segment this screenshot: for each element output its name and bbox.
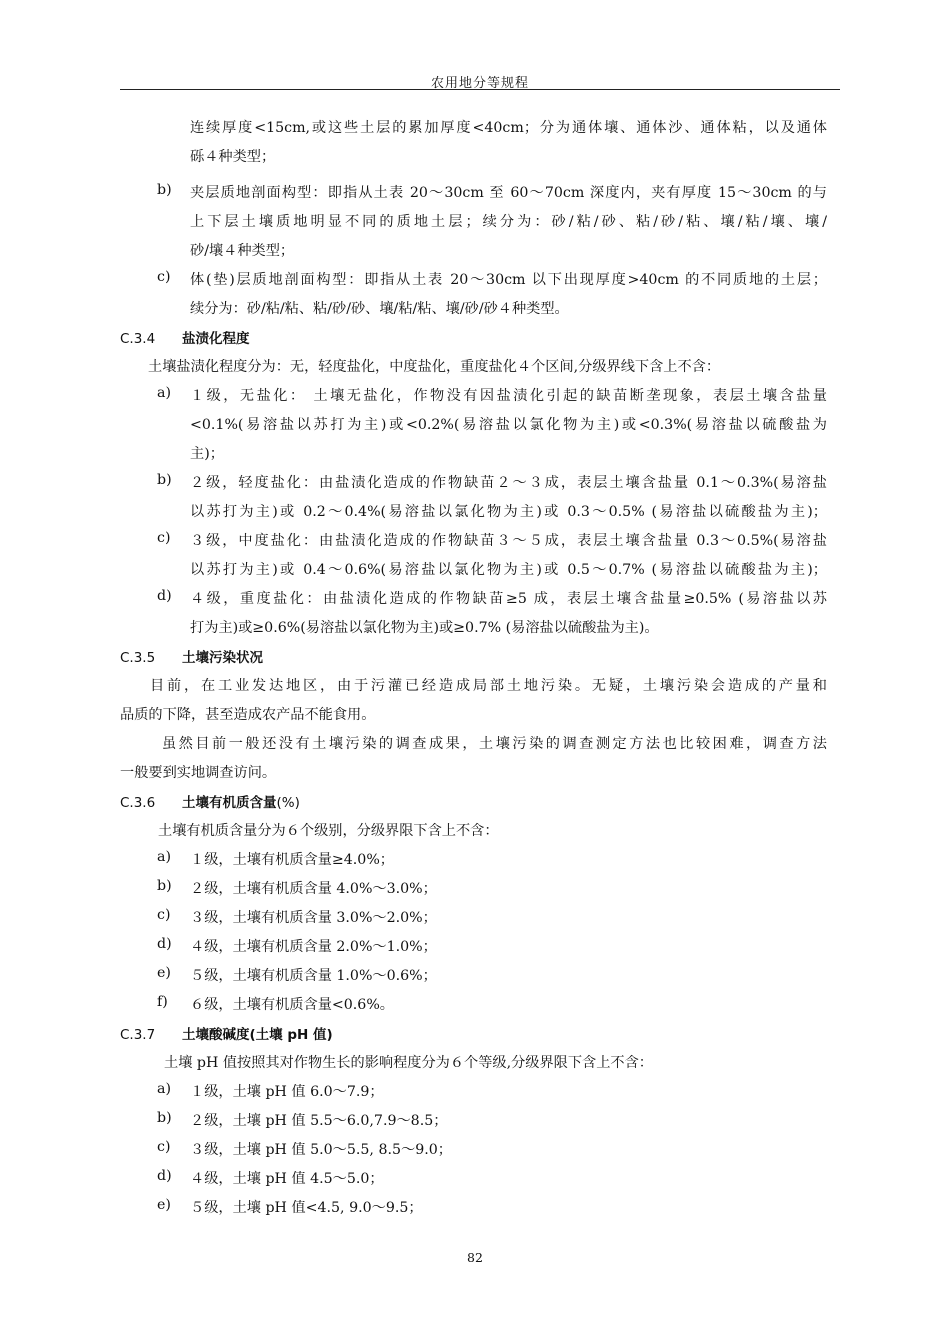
c34-intro: 土壤盐渍化程度分为：无，轻度盐化，中度盐化，重度盐化４个区间,分级界线下含上不含： xyxy=(148,359,721,375)
section-heading-c34 xyxy=(120,327,250,347)
c36-item-text: ２级，土壤有机质含量 4.0%～3.0%； xyxy=(190,881,437,897)
c33-a-line2: 砾４种类型； xyxy=(190,149,276,165)
c33-b-label: b) xyxy=(157,182,172,198)
c34-d-line1: ４级，重度盐化：由盐渍化造成的作物缺苗≥5 成，表层土壤含盐量≥0.5% (易溶盐以苏 xyxy=(190,591,827,607)
c37-item-text: ５级，土壤 pH 值<4.5, 9.0～9.5； xyxy=(190,1200,423,1216)
c33-c-label: c) xyxy=(157,269,171,285)
c34-c-line1: ３级，中度盐化：由盐渍化造成的作物缺苗３～５成，表层土壤含盐量 0.3～0.5%(易溶盐 xyxy=(190,533,827,549)
c35-p2-line1: 虽然目前一般还没有土壤污染的调查成果，土壤污染的调查测定方法也比较困难，调查方法 xyxy=(162,736,827,752)
c34-b-label: b) xyxy=(157,472,172,488)
c35-p2-line2: 一般要到实地调查访问。 xyxy=(120,765,277,781)
c36-item-text: ３级，土壤有机质含量 3.0%～2.0%； xyxy=(190,910,437,926)
section-heading-c36 xyxy=(120,791,300,811)
c34-d-line2: 打为主)或≥0.6%(易溶盐以氯化物为主)或≥0.7% (易溶盐以硫酸盐为主)。 xyxy=(190,620,659,636)
c37-item-text: ４级，土壤 pH 值 4.5～5.0； xyxy=(190,1171,384,1187)
c37-item-text: １级，土壤 pH 值 6.0～7.9； xyxy=(190,1084,384,1100)
c36-item-label: e) xyxy=(157,965,171,981)
c36-item-label: c) xyxy=(157,907,171,923)
c34-b-line1: ２级，轻度盐化：由盐渍化造成的作物缺苗２～３成，表层土壤含盐量 0.1～0.3%(易溶盐 xyxy=(190,475,827,491)
c36-item-text: ５级，土壤有机质含量 1.0%～0.6%； xyxy=(190,968,437,984)
c37-item-text: ２级，土壤 pH 值 5.5～6.0,7.9～8.5； xyxy=(190,1113,448,1129)
section-title: 土壤污染状况 xyxy=(182,650,263,666)
c33-b-line2: 上下层土壤质地明显不同的质地土层；续分为：砂/粘/砂、粘/砂/粘、壤/粘/壤、壤/ xyxy=(190,214,827,230)
c36-item-text: ４级，土壤有机质含量 2.0%～1.0%； xyxy=(190,939,437,955)
c35-p1-line2: 品质的下降，甚至造成农产品不能食用。 xyxy=(120,707,376,723)
section-number: C.3.5 xyxy=(120,650,156,666)
c33-b-line1: 夹层质地剖面构型：即指从土表 20～30cm 至 60～70cm 深度内，夹有厚度 15～30cm 的与 xyxy=(190,185,827,201)
c34-c-line2: 以苏打为主)或 0.4～0.6%(易溶盐以氯化物为主)或 0.5～0.7% (易溶盐以硫酸盐为主)； xyxy=(190,562,827,578)
c36-intro: 土壤有机质含量分为６个级别，分级界限下含上不含： xyxy=(158,823,499,839)
c34-a-line1: １级，无盐化： 土壤无盐化，作物没有因盐渍化引起的缺苗断垄现象，表层土壤含盐量 xyxy=(190,388,827,404)
section-heading-c37 xyxy=(120,1023,333,1043)
page-number: 82 xyxy=(467,1250,483,1265)
section-title: 土壤酸碱度(土壤 pH 值) xyxy=(182,1027,333,1043)
c33-c-line1: 体(垫)层质地剖面构型：即指从土表 20～30cm 以下出现厚度>40cm 的不同质地的土层； xyxy=(190,272,827,288)
section-title: 土壤有机质含量 xyxy=(182,795,277,811)
c37-item-label: d) xyxy=(157,1168,172,1184)
c37-item-text: ３级，土壤 pH 值 5.0～5.5, 8.5～9.0； xyxy=(190,1142,452,1158)
c37-item-label: a) xyxy=(157,1081,171,1097)
c34-a-line3: 主)； xyxy=(190,446,224,462)
section-heading-c35 xyxy=(120,646,263,666)
c35-p1-line1: 目前，在工业发达地区，由于污灌已经造成局部土地污染。无疑，土壤污染会造成的产量和 xyxy=(150,678,827,694)
c36-item-text: １级，土壤有机质含量≥4.0%； xyxy=(190,852,394,868)
c34-a-line2: <0.1%(易溶盐以苏打为主)或<0.2%(易溶盐以氯化物为主)或<0.3%(易溶盐以硫酸盐为 xyxy=(190,417,827,433)
section-title: 盐渍化程度 xyxy=(182,331,250,347)
c36-item-label: a) xyxy=(157,849,171,865)
running-header: 农用地分等规程 xyxy=(430,76,529,91)
c34-d-label: d) xyxy=(157,588,172,604)
c36-item-text: ６级，土壤有机质含量<0.6%。 xyxy=(190,997,394,1013)
c33-c-line2: 续分为：砂/粘/粘、粘/砂/砂、壤/粘/粘、壤/砂/砂４种类型。 xyxy=(190,301,569,317)
c37-item-label: b) xyxy=(157,1110,172,1126)
header-rule xyxy=(120,89,840,90)
c36-item-label: d) xyxy=(157,936,172,952)
c34-b-line2: 以苏打为主)或 0.2～0.4%(易溶盐以氯化物为主)或 0.3～0.5% (易溶盐以硫酸盐为主)； xyxy=(190,504,827,520)
c36-item-label: b) xyxy=(157,878,172,894)
c33-b-line3: 砂/壤４种类型； xyxy=(190,243,295,259)
section-number: C.3.7 xyxy=(120,1027,156,1043)
c34-a-label: a) xyxy=(157,385,171,401)
c36-item-label: f) xyxy=(157,994,168,1010)
c34-c-label: c) xyxy=(157,530,171,546)
section-number: C.3.6 xyxy=(120,795,156,811)
section-number: C.3.4 xyxy=(120,331,156,347)
c37-item-label: c) xyxy=(157,1139,171,1155)
section-unit: (%) xyxy=(276,795,300,811)
c37-intro: 土壤 pH 值按照其对作物生长的影响程度分为６个等级,分级界限下含上不含： xyxy=(164,1055,653,1071)
c37-item-label: e) xyxy=(157,1197,171,1213)
c33-a-line1: 连续厚度<15cm,或这些土层的累加厚度<40cm；分为通体壤、通体沙、通体粘，以及通体 xyxy=(190,120,827,136)
